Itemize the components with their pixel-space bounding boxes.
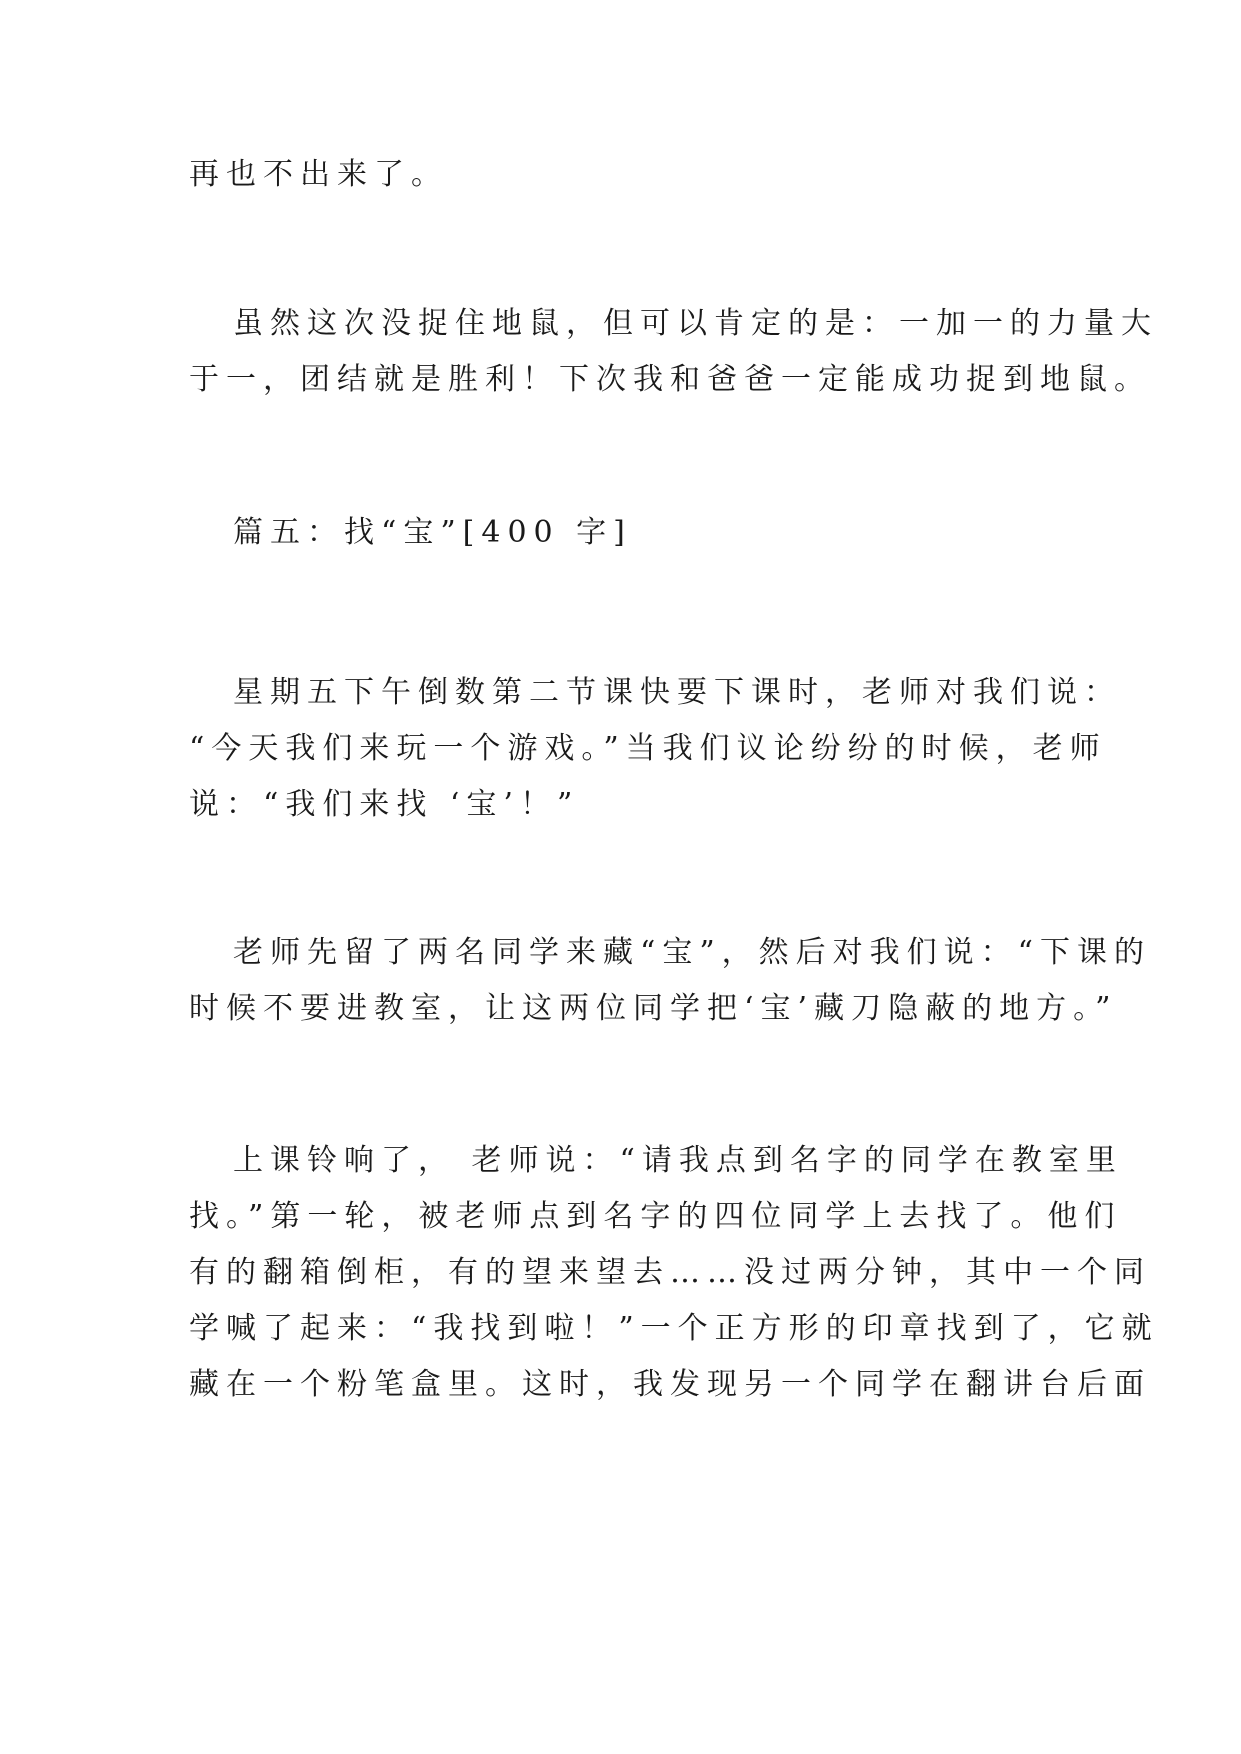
text-line: 时候不要进教室，让这两位同学把‘宝’藏刀隐蔽的地方。” [189, 991, 1118, 1026]
paragraph-search [189, 1133, 1159, 1413]
text-line: 于一，团结就是胜利！下次我和爸爸一定能成功捉到地鼠。 [189, 362, 1151, 397]
text-line: 藏在一个粉笔盒里。这时，我发现另一个同学在翻讲台后面 [189, 1367, 1151, 1402]
section-heading [189, 505, 1079, 561]
text-line: 找。”第一轮，被老师点到名字的四位同学上去找了。他们 [189, 1199, 1122, 1234]
text-line: 有的翻箱倒柜，有的望来望去……没过两分钟，其中一个同 [189, 1255, 1151, 1290]
paragraph-continuation [189, 147, 1079, 203]
text-line: 说：“我们来找 ‘宝’！” [189, 787, 580, 822]
text-line: 老师先留了两名同学来藏“宝”，然后对我们说：“下课的 [233, 935, 1152, 970]
text-line: “今天我们来玩一个游戏。”当我们议论纷纷的时候，老师 [189, 731, 1107, 766]
text-line: 上课铃响了， 老师说：“请我点到名字的同学在教室里 [233, 1143, 1123, 1178]
heading-text: 篇五：找“宝”[400 字] [233, 515, 632, 550]
paragraph-setup [189, 925, 1152, 1037]
text-line: 星期五下午倒数第二节课快要下课时，老师对我们说： [233, 675, 1121, 710]
paragraph-intro [189, 665, 1121, 833]
text-line: 再也不出来了。 [189, 157, 448, 192]
text-line: 虽然这次没捉住地鼠，但可以肯定的是：一加一的力量大 [233, 306, 1158, 341]
text-line: 学喊了起来：“我找到啦！”一个正方形的印章找到了，它就 [189, 1311, 1159, 1346]
paragraph-conclusion [189, 296, 1158, 408]
